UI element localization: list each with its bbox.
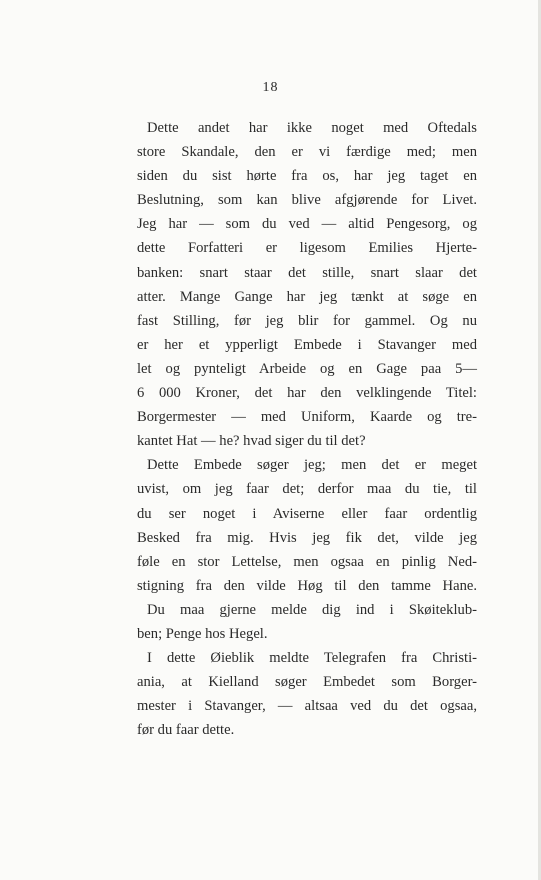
text-line: kantet Hat — he? hvad siger du til det?	[137, 433, 366, 450]
text-line: uvist, om jeg faar det; derfor maa du tie, til	[137, 481, 477, 498]
text-line: banken: snart staar det stille, snart slaar det	[137, 264, 477, 281]
text-line: stigning fra den vilde Høg til den tamme Hane.	[137, 577, 477, 594]
text-line: siden du sist hørte fra os, har jeg taget en	[137, 168, 477, 185]
text-line: Dette Embede søger jeg; men det er meget	[147, 457, 477, 474]
text-line: Besked fra mig. Hvis jeg fik det, vilde jeg	[137, 529, 477, 546]
text-line: Dette andet har ikke noget med Oftedals	[147, 120, 477, 136]
text-line: let og pynteligt Arbeide og en Gage paa 5—	[137, 360, 477, 377]
text-line: atter. Mange Gange har jeg tænkt at søge en	[137, 288, 477, 305]
text-line: ben; Penge hos Hegel.	[137, 625, 268, 642]
page-number: 18	[262, 80, 279, 95]
text-line: 6 000 Kroner, det har den velklingende Titel:	[137, 385, 477, 402]
text-line: dette Forfatteri er ligesom Emilies Hjerte-	[137, 240, 477, 257]
text-line: store Skandale, den er vi færdige med; men	[137, 144, 477, 161]
text-line: før du faar dette.	[137, 722, 235, 739]
text-line: føle en stor Lettelse, men ogsaa en pinlig Ned-	[137, 553, 477, 570]
text-line: Beslutning, som kan blive afgjørende for Livet.	[137, 192, 477, 209]
text-line: Jeg har — som du ved — altid Pengesorg, og	[137, 216, 477, 233]
text-line: du ser noget i Aviserne eller faar ordentlig	[137, 505, 477, 522]
text-line: ania, at Kielland søger Embedet som Borger-	[137, 674, 477, 691]
text-line: Borgermester — med Uniform, Kaarde og tre-	[137, 409, 477, 426]
text-line: I dette Øieblik meldte Telegrafen fra Christi-	[147, 650, 477, 667]
letter-body	[137, 116, 477, 742]
text-line: fast Stilling, før jeg blir for gammel. Og nu	[137, 312, 477, 329]
text-line: mester i Stavanger, — altsaa ved du det ogsaa,	[137, 698, 477, 715]
text-line: er her et ypperligt Embede i Stavanger med	[137, 336, 477, 353]
text-line: Du maa gjerne melde dig ind i Skøiteklub-	[147, 601, 477, 618]
